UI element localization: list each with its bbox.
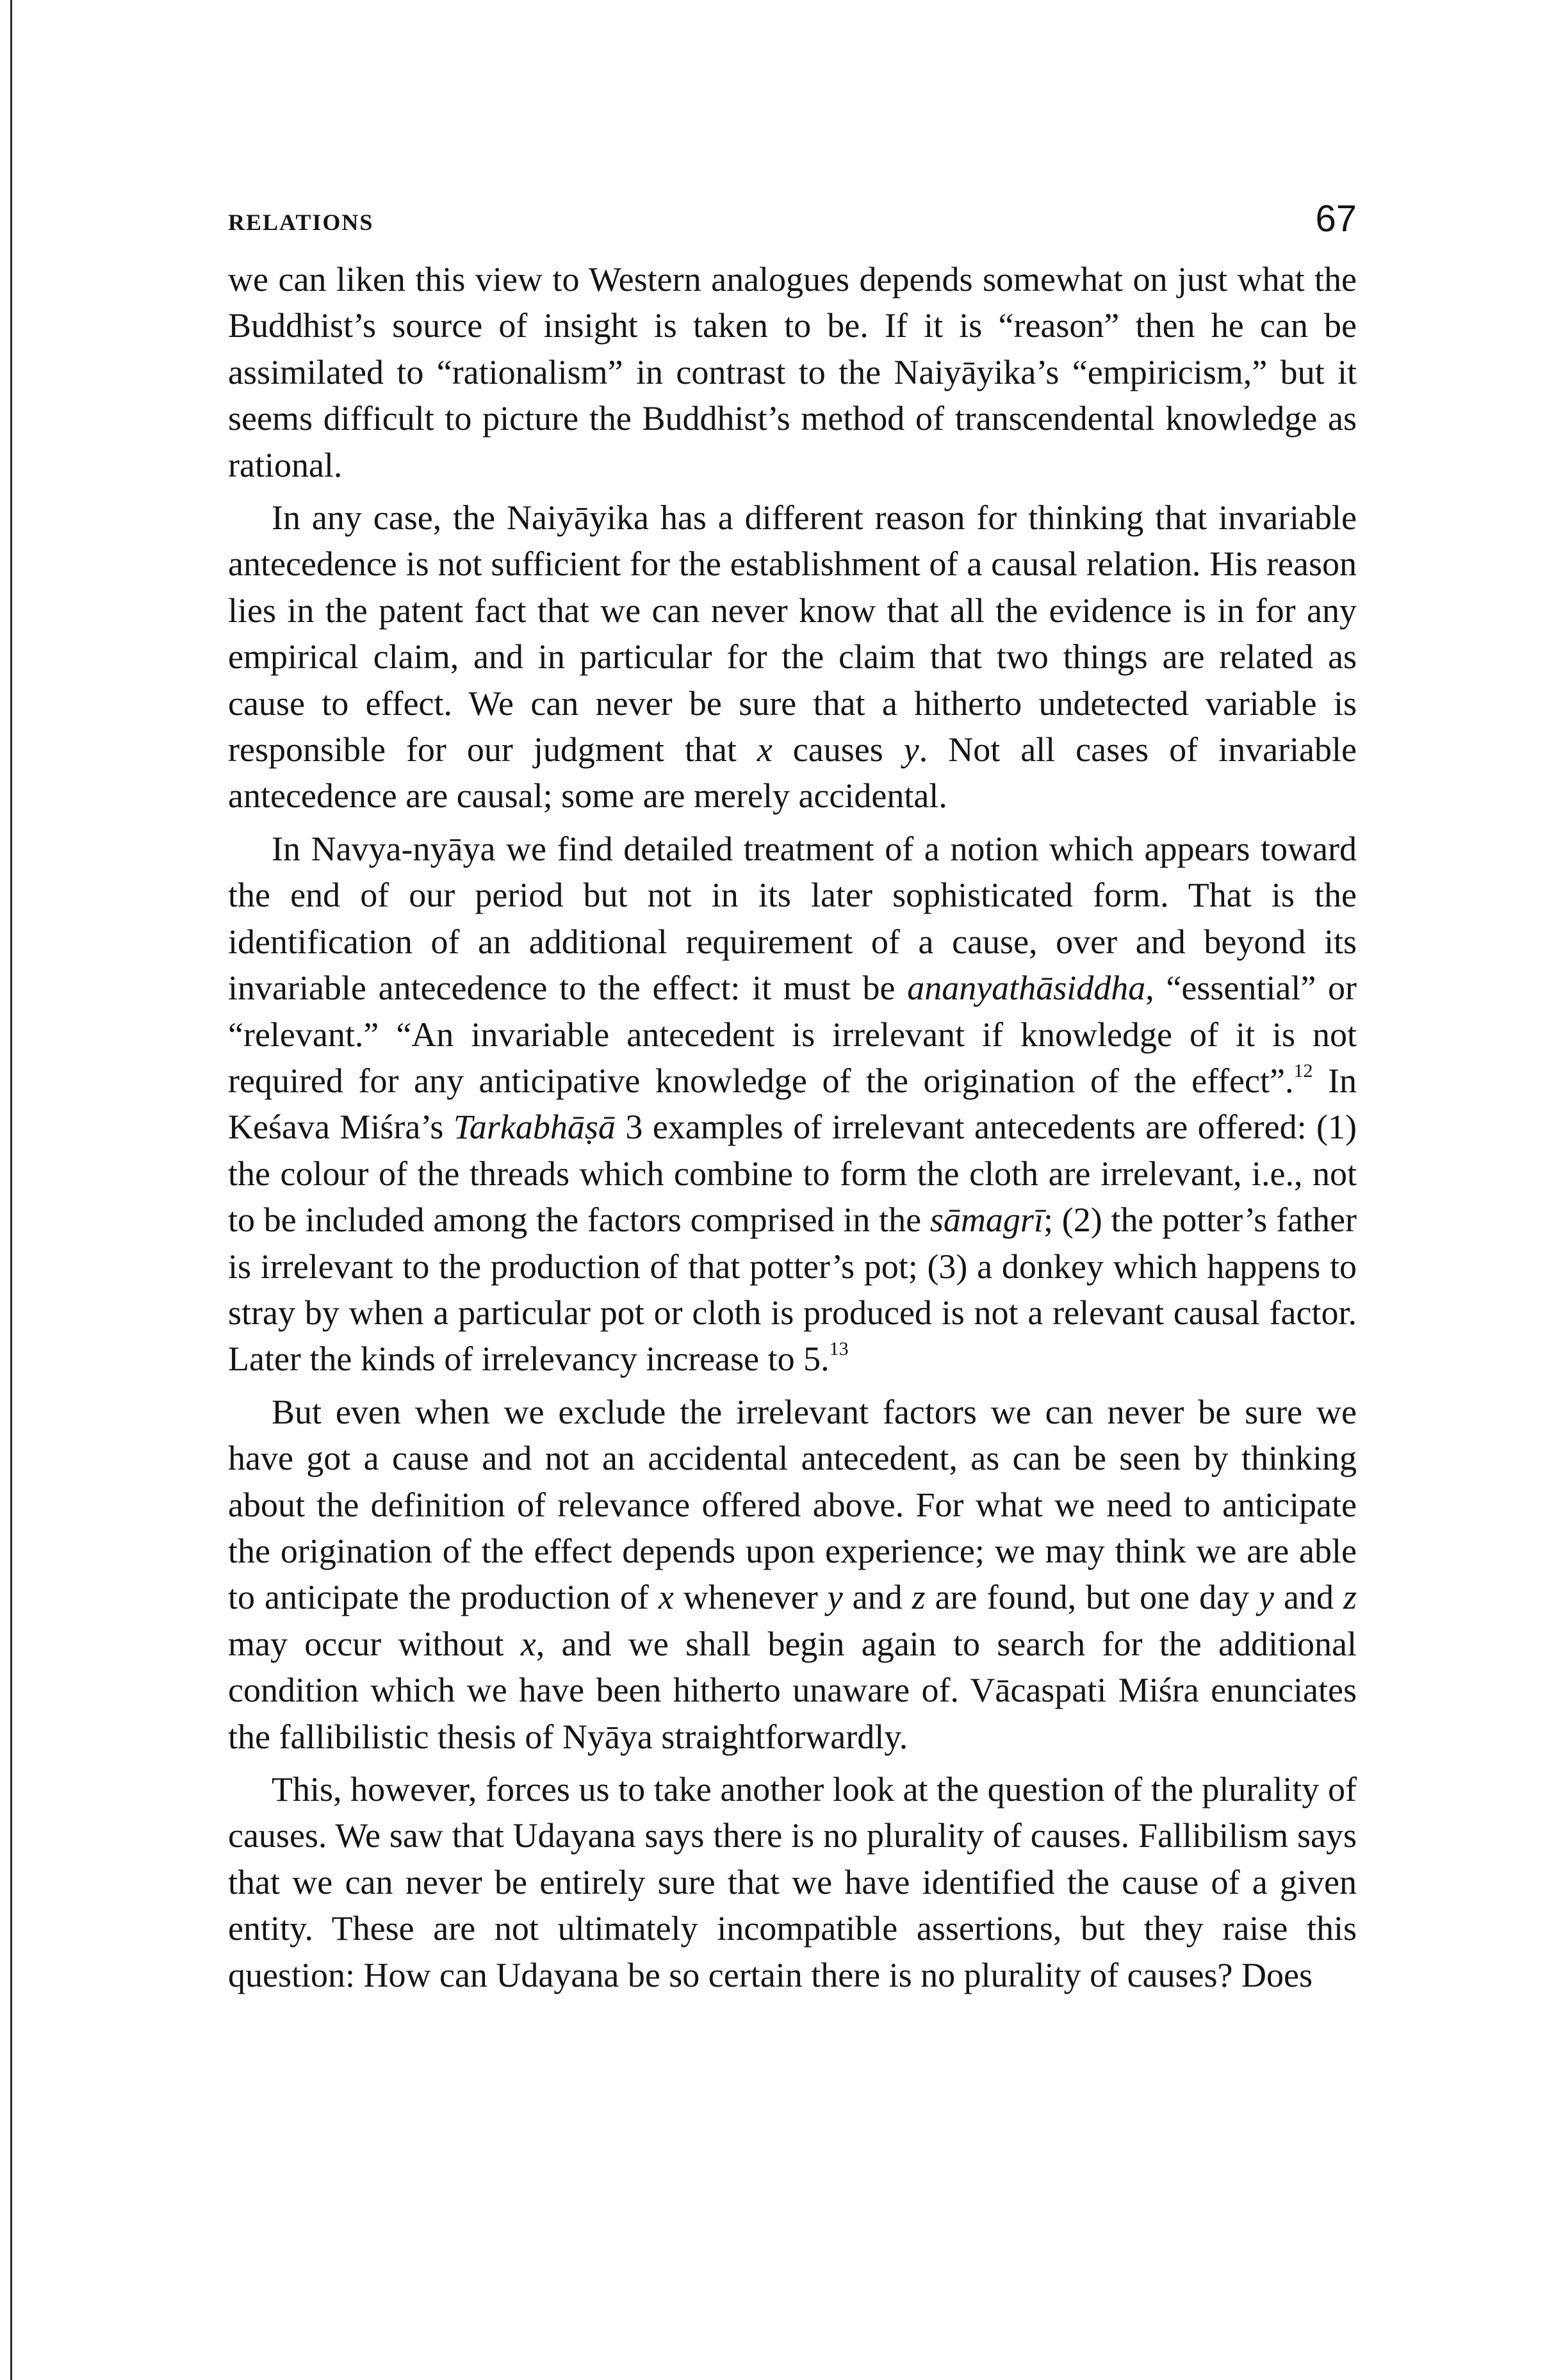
paragraph-3: In Navya-nyāya we find detailed treatment of a notion which appears toward the end of our period but not in its later sophisticated form. That is the identification of an additional requirement of a cause, over and beyond its invariable antecedence to the effect: it must be ananyathāsiddha, “essential” or “relevant.” “An invariable antecedent is irrelevant if knowledge of it is not required for any anticipative knowledge of the origination of the effect”.$^{12}$ In Keśava Miśra’s Tarkabhāṣā 3 examples of irrelevant antecedents are offered: (1) the colour of the threads which combine to form the cloth are irrelevant, i.e., not to be included among the factors comprised in the sāmagrī; (2) the potter’s father is irrelevant to the production of that potter’s pot; (3) a donkey which happens to stray by when a particular pot or cloth is produced is not a relevant causal factor. Later the kinds of irrelevancy increase to 5.13 [228,829,1357,1379]
paragraph-1: we can liken this view to Western analogues depends somewhat on just what the Buddhist’s source of insight is taken to be. If it is “reason” then he can be assimilated to “rationalism” in contrast to the Naiyāyika’s “empiricism,” but it seems difficult to picture the Buddhist’s method of transcendental knowledge as rational. [228,260,1357,484]
variable-x: x [658,1578,674,1617]
variable-y: y [903,730,919,769]
paragraph-2: In any case, the Naiyāyika has a different reason for thinking that invariable antecedence is not sufficient for the establishment of a causal relation. His reason lies in the patent fact that we can never know that all the evidence is in for any empirical claim, and in particular for the claim that two things are related as cause to effect. We can never be sure that a hitherto undetected variable is responsible for our judgment that x causes y. Not all cases of invariable antecedence are causal; some are merely accidental. [228,498,1357,816]
running-head: RELATIONS [228,209,374,235]
variable-x: x [757,730,773,769]
variable-y: y [827,1578,843,1617]
variable-z: z [912,1578,926,1617]
body-text [228,256,1357,2005]
footnote-ref-13: 13 [829,1338,849,1360]
work-title-tarkabhasa: Tarkabhāṣā [453,1108,616,1147]
term-ananyathasiddha: ananyathāsiddha [907,969,1146,1008]
scan-edge-line [10,0,12,2380]
paragraph-5: This, however, forces us to take another look at the question of the plurality of causes. We saw that Udayana says there is no plurality of causes. Fallibilism says that we can never be entirely sure that we have identified the cause of a given entity. These are not ultimately incompatible assertions, but they raise this question: How can Udayana be so certain there is no plurality of causes? Does [228,1770,1357,1994]
footnote-ref-12: 12 [1293,1060,1313,1081]
page-number: 67 [1315,198,1357,240]
variable-z: z [1343,1578,1357,1617]
page-header [228,192,1357,250]
variable-y: y [1259,1578,1275,1617]
term-samagri: sāmagrī [929,1201,1043,1240]
variable-x: x [520,1624,536,1663]
paragraph-4: But even when we exclude the irrelevant factors we can never be sure we have got a cause and not an accidental antecedent, as can be seen by thinking about the definition of relevance offered above. For what we need to anticipate the origination of the effect depends upon experience; we may think we are able to anticipate the production of x whenever y and z are found, but one day y and z may occur without x, and we shall begin again to search for the additional condition which we have been hitherto unaware of. Vācaspati Miśra enunciates the fallibilistic thesis of Nyāya straightforwardly. [228,1392,1357,1756]
